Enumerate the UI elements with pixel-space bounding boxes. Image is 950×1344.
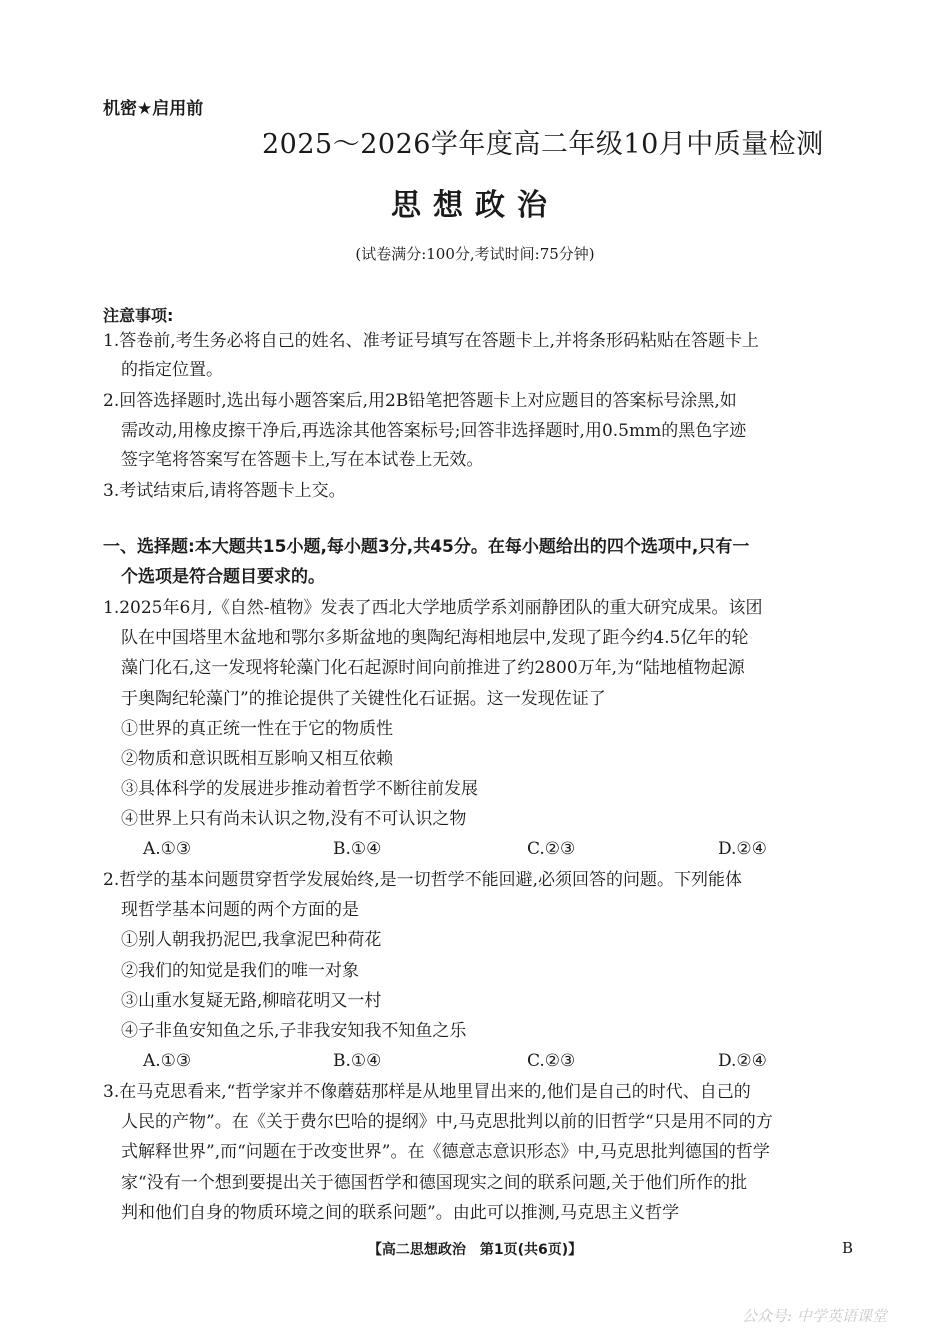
watermark: 公众号: 中学英语课堂 — [742, 1307, 887, 1325]
notes-line: 签字笔将答案写在答题卡上,写在本试卷上无效。 — [121, 450, 484, 470]
page-footer: 【高二思想政治 第1页(共6页)】 — [367, 1242, 583, 1258]
question-stem-line: 判和他们自身的物质环境之间的联系问题”。由此可以推测,马克思主义哲学 — [121, 1203, 680, 1223]
notes-line: 3.考试结束后,请将答题卡上交。 — [103, 481, 346, 501]
statement-item: ④世界上只有尚未认识之物,没有不可认识之物 — [121, 809, 467, 829]
statement-item: ③具体科学的发展进步推动着哲学不断往前发展 — [121, 779, 478, 799]
question-stem-line: 队在中国塔里木盆地和鄂尔多斯盆地的奥陶纪海相地层中,发现了距今约4.5亿年的轮 — [121, 628, 749, 648]
section-heading-line: 个选项是符合题目要求的。 — [121, 567, 325, 587]
confidential-label: 机密★启用前 — [103, 99, 204, 119]
option-b: B.①④ — [333, 1051, 382, 1071]
notes-line: 2.回答选择题时,选出每小题答案后,用2B铅笔把答题卡上对应题目的答案标号涂黑,如 — [103, 391, 737, 411]
question-stem-line: 3.在马克思看来,“哲学家并不像蘑菇那样是从地里冒出来的,他们是自己的时代、自己的 — [103, 1082, 751, 1102]
question-stem-line: 2.哲学的基本问题贯穿哲学发展始终,是一切哲学不能回避,必须回答的问题。下列能体 — [103, 870, 743, 890]
notes-line: 的指定位置。 — [121, 360, 223, 380]
notes-line: 需改动,用橡皮擦干净后,再选涂其他答案标号;回答非选择题时,用0.5mm的黑色字迹 — [121, 421, 747, 441]
option-a: A.①③ — [143, 839, 192, 859]
statement-item: ③山重水复疑无路,柳暗花明又一村 — [121, 991, 382, 1011]
notes-heading: 注意事项: — [103, 306, 174, 325]
exam-info: (试卷满分:100分,考试时间:75分钟) — [355, 245, 595, 263]
statement-item: ①别人朝我扔泥巴,我拿泥巴种荷花 — [121, 930, 382, 950]
section-heading-line: 一、选择题:本大题共15小题,每小题3分,共45分。在每小题给出的四个选项中,只有一 — [103, 537, 750, 557]
statement-item: ②物质和意识既相互影响又相互依赖 — [121, 749, 393, 769]
statement-item: ①世界的真正统一性在于它的物质性 — [121, 719, 393, 739]
question-stem-line: 于奥陶纪轮藻门”的推论提供了关键性化石证据。这一发现佐证了 — [121, 689, 606, 709]
option-d: D.②④ — [718, 1051, 767, 1071]
question-stem-line: 家“没有一个想到要提出关于德国哲学和德国现实之间的联系问题,关于他们所作的批 — [121, 1173, 748, 1193]
option-d: D.②④ — [718, 839, 767, 859]
option-a: A.①③ — [143, 1051, 192, 1071]
question-stem-line: 藻门化石,这一发现将轮藻门化石起源时间向前推进了约2800万年,为“陆地植物起源 — [121, 658, 745, 678]
version-mark: B — [842, 1239, 854, 1257]
option-c: C.②③ — [527, 1051, 576, 1071]
statement-item: ④子非鱼安知鱼之乐,子非我安知我不知鱼之乐 — [121, 1021, 467, 1041]
statement-item: ②我们的知觉是我们的唯一对象 — [121, 961, 359, 981]
question-stem-line: 现哲学基本问题的两个方面的是 — [121, 900, 359, 920]
notes-line: 1.答卷前,考生务必将自己的姓名、准考证号填写在答题卡上,并将条形码粘贴在答题卡上 — [103, 331, 760, 351]
question-stem-line: 式解释世界”,而“问题在于改变世界”。在《德意志意识形态》中,马克思批判德国的哲学 — [121, 1142, 770, 1162]
question-stem-line: 1.2025年6月,《自然-植物》发表了西北大学地质学系刘丽静团队的重大研究成果。该团 — [103, 598, 763, 618]
option-c: C.②③ — [527, 839, 576, 859]
subject-title: 思想政治 — [391, 188, 559, 223]
option-b: B.①④ — [333, 839, 382, 859]
question-stem-line: 人民的产物”。在《关于费尔巴哈的提纲》中,马克思批判以前的旧哲学“只是用不同的方 — [121, 1112, 773, 1132]
exam-title: 2025～2026学年度高二年级10月中质量检测 — [262, 129, 824, 160]
